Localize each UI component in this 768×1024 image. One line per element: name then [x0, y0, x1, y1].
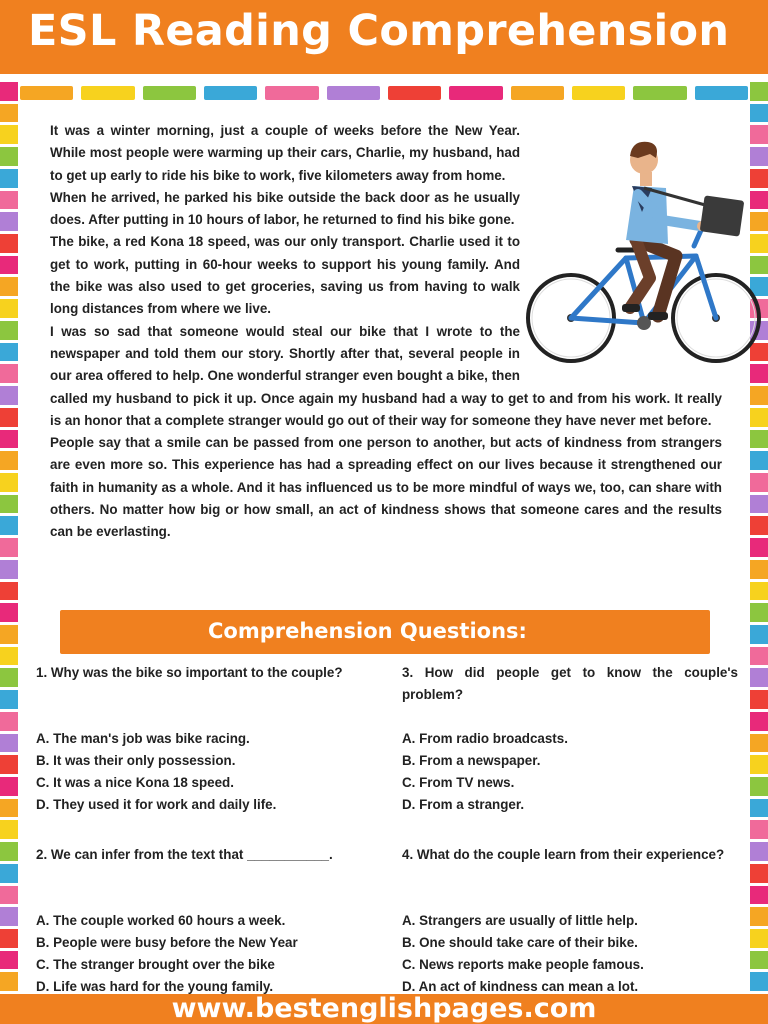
stripe-segment — [0, 777, 18, 799]
stripe-segment — [0, 886, 18, 908]
stripe-segment — [750, 560, 768, 582]
stripe-segment — [750, 582, 768, 604]
stripe-segment — [750, 516, 768, 538]
stripe-segment — [0, 82, 18, 104]
stripe-segment — [0, 668, 18, 690]
stripe-segment — [750, 842, 768, 864]
stripe-segment — [750, 777, 768, 799]
passage-paragraph: I was so sad that someone would steal our bike that I wrote to the newspaper and told them our story. Shortly after that, several people in our area offered to help. One wonderful stranger even bought a bike, then called my husband to pick it up. Once again my husband had a way to get to and from his work. It really is an honor that a complete stranger would go out of their way for someone they have never met before. — [50, 323, 722, 428]
stripe-segment — [750, 538, 768, 560]
questions-banner — [60, 610, 710, 654]
stripe-segment — [750, 690, 768, 712]
stripe-segment — [750, 972, 768, 994]
stripe-segment — [0, 212, 18, 234]
stripe-segment — [0, 560, 18, 582]
stripe-segment — [0, 277, 18, 299]
stripe-segment — [0, 169, 18, 191]
answer-option[interactable]: B. People were busy before the New Year — [36, 935, 298, 950]
question-text: 4. What do the couple learn from their experience? — [402, 847, 725, 862]
topbar-segment — [204, 86, 257, 100]
stripe-segment — [750, 430, 768, 452]
stripe-segment — [0, 299, 18, 321]
stripe-segment — [0, 907, 18, 929]
page-header — [0, 0, 768, 78]
stripe-segment — [750, 603, 768, 625]
passage-paragraph: The bike, a red Kona 18 speed, was our only transport. Charlie used it to get to work, putting in 60-hour weeks to support his young family. And the bike was also used to get groceries, saving us from having to walk long distances from where we live. — [50, 234, 520, 317]
answer-options — [402, 910, 738, 998]
stripe-segment — [0, 104, 18, 126]
stripe-segment — [0, 256, 18, 278]
stripe-segment — [750, 386, 768, 408]
stripe-segment — [0, 625, 18, 647]
stripe-segment — [0, 234, 18, 256]
topbar-segment — [81, 86, 134, 100]
stripe-segment — [0, 451, 18, 473]
stripe-segment — [0, 343, 18, 365]
stripe-segment — [750, 907, 768, 929]
stripe-segment — [0, 799, 18, 821]
questions-left-column — [36, 662, 356, 1024]
answer-option[interactable]: C. From TV news. — [402, 775, 515, 790]
answer-option[interactable]: B. It was their only possession. — [36, 753, 236, 768]
stripe-segment — [750, 473, 768, 495]
questions-right-column — [402, 662, 738, 1024]
stripe-segment — [0, 538, 18, 560]
question-text: 2. We can infer from the text that ___________. — [36, 847, 333, 862]
topbar-segment — [633, 86, 686, 100]
stripe-segment — [750, 82, 768, 104]
questions-heading: Comprehension Questions: — [208, 619, 527, 643]
stripe-segment — [750, 668, 768, 690]
topbar-segment — [143, 86, 196, 100]
stripe-segment — [750, 712, 768, 734]
stripe-segment — [0, 603, 18, 625]
stripe-segment — [0, 647, 18, 669]
stripe-segment — [0, 191, 18, 213]
stripe-segment — [0, 842, 18, 864]
stripe-segment — [0, 951, 18, 973]
answer-option[interactable]: C. News reports make people famous. — [402, 957, 644, 972]
topbar-segment — [511, 86, 564, 100]
question-block — [402, 662, 738, 816]
answer-option[interactable]: A. Strangers are usually of little help. — [402, 913, 638, 928]
topbar-segment — [449, 86, 502, 100]
stripe-segment — [0, 430, 18, 452]
stripe-segment — [750, 495, 768, 517]
stripe-segment — [750, 625, 768, 647]
question-block — [36, 844, 356, 998]
stripe-segment — [750, 104, 768, 126]
stripe-segment — [0, 734, 18, 756]
stripe-segment — [0, 495, 18, 517]
stripe-segment — [750, 451, 768, 473]
topbar-segment — [572, 86, 625, 100]
answer-option[interactable]: B. One should take care of their bike. — [402, 935, 638, 950]
stripe-segment — [750, 951, 768, 973]
question-block — [36, 662, 356, 816]
stripe-segment — [0, 582, 18, 604]
stripe-segment — [750, 929, 768, 951]
stripe-segment — [750, 408, 768, 430]
answer-option[interactable]: A. The man's job was bike racing. — [36, 731, 250, 746]
stripe-segment — [0, 364, 18, 386]
answer-options — [402, 728, 738, 816]
answer-option[interactable]: D. An act of kindness can mean a lot. — [402, 979, 639, 994]
topbar-segment — [265, 86, 318, 100]
stripe-segment — [0, 972, 18, 994]
stripe-segment — [0, 755, 18, 777]
reading-passage — [50, 120, 722, 544]
answer-option[interactable]: D. They used it for work and daily life. — [36, 797, 277, 812]
passage-paragraph: When he arrived, he parked his bike outside the back door as he usually does. After putting in 10 hours of labor, he returned to find his bike gone. — [50, 189, 520, 228]
stripe-segment — [750, 799, 768, 821]
stripe-segment — [0, 690, 18, 712]
answer-option[interactable]: D. From a stranger. — [402, 797, 525, 812]
question-text: 3. How did people get to know the couple's problem? — [402, 665, 738, 702]
answer-option[interactable]: C. It was a nice Kona 18 speed. — [36, 775, 234, 790]
stripe-segment — [0, 386, 18, 408]
answer-options — [36, 728, 356, 816]
page-title: ESL Reading Comprehension — [28, 6, 730, 56]
stripe-segment — [0, 820, 18, 842]
stripe-segment — [0, 712, 18, 734]
stripe-segment — [0, 147, 18, 169]
stripe-segment — [0, 929, 18, 951]
stripe-segment — [750, 755, 768, 777]
passage-paragraph: It was a winter morning, just a couple of weeks before the New Year. While most people were warming up their cars, Charlie, my husband, had to get up early to ride his bike to work, five kilometers away from home. — [50, 123, 520, 183]
stripe-segment — [0, 864, 18, 886]
decorative-stripe-left — [0, 82, 18, 994]
topbar-segment — [388, 86, 441, 100]
decorative-top-bar — [20, 86, 748, 100]
answer-option[interactable]: B. From a newspaper. — [402, 753, 541, 768]
stripe-segment — [0, 408, 18, 430]
answer-option[interactable]: A. The couple worked 60 hours a week. — [36, 913, 286, 928]
stripe-segment — [750, 734, 768, 756]
passage-paragraph: People say that a smile can be passed from one person to another, but acts of kindness from strangers are even more so. This experience has had a spreading effect on our lives because it strengthened our faith in humanity as a whole. And it has influenced us to be more mindful of ways we, too, can share with others. No matter how big or how small, an act of kindness shows that someone cares and the results can be everlasting. — [50, 435, 722, 540]
question-text: 1. Why was the bike so important to the couple? — [36, 665, 343, 680]
stripe-segment — [750, 820, 768, 842]
stripe-segment — [0, 125, 18, 147]
stripe-segment — [750, 864, 768, 886]
topbar-segment — [327, 86, 380, 100]
man-riding-bicycle-illustration — [526, 128, 762, 378]
topbar-segment — [20, 86, 73, 100]
stripe-segment — [750, 886, 768, 908]
answer-option[interactable]: A. From radio broadcasts. — [402, 731, 568, 746]
answer-option[interactable]: C. The stranger brought over the bike — [36, 957, 275, 972]
answer-options — [36, 910, 356, 998]
stripe-segment — [0, 516, 18, 538]
topbar-segment — [695, 86, 748, 100]
website-url[interactable]: www.bestenglishpages.com — [171, 993, 597, 1024]
question-block — [402, 844, 738, 998]
page-footer — [0, 994, 768, 1024]
stripe-segment — [750, 647, 768, 669]
answer-option[interactable]: D. Life was hard for the young family. — [36, 979, 274, 994]
stripe-segment — [0, 321, 18, 343]
stripe-segment — [0, 473, 18, 495]
